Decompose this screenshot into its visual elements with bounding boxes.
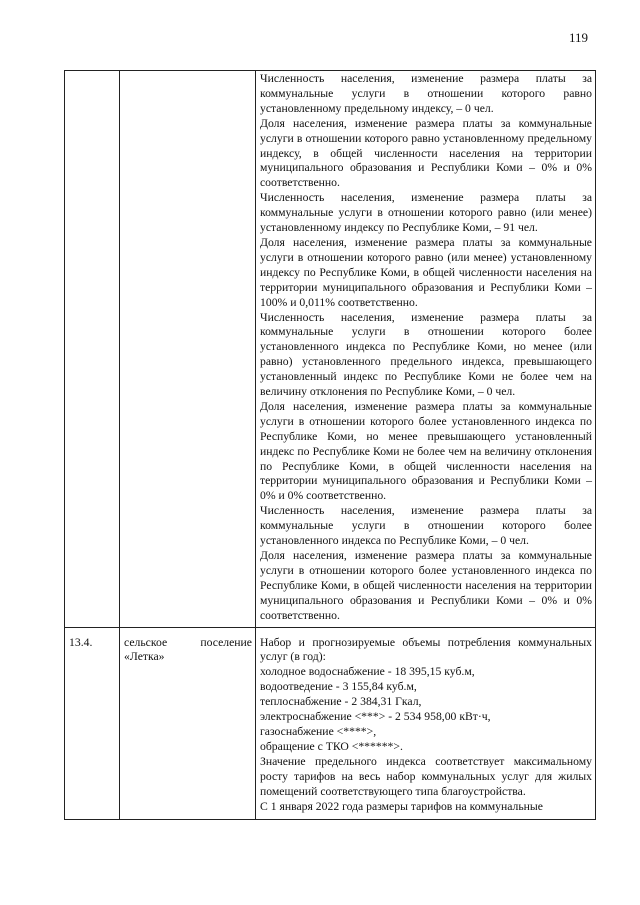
paragraph: Численность населения, изменение размера платы за коммунальные услуги в отношении которого более установленного индекса по Республике Коми, – 0 чел. [260,504,592,548]
page-number: 119 [568,30,588,45]
paragraph: Доля населения, изменение размера платы за коммунальные услуги в отношении которого более установленного индекса по Республике Коми, но менее превышающего установленный индекс по Республике Коми не более чем на величину отклонения по Республике Коми, в общей численности населения на территории муниципального образования и Республики Коми – 0% и 0% соответственно. [260,399,592,503]
row-number-cell: 13.4. [65,627,120,819]
paragraph: Доля населения, изменение размера платы за коммунальные услуги в отношении которого равно установленному предельному индексу, в общей численности населения на территории муниципального образования и Республики Коми – 0% и 0% соответственно. [260,116,592,190]
paragraph: Численность населения, изменение размера платы за коммунальные услуги в отношении которого равно установленному предельному индексу, – 0 чел. [260,72,592,115]
paragraph: Значение предельного индекса соответствует максимальному росту тарифов на весь набор коммунальных услуг для жилых помещений соответствующего типа благоустройства. [260,754,592,798]
paragraph: электроснабжение <***> - 2 534 958,00 кВт·ч, [260,710,491,724]
settlement-name: сельское поселение «Летка» [124,635,252,664]
document-table [64,70,596,820]
paragraph: газоснабжение <****>, [260,724,377,738]
paragraph: водоотведение - 3 155,84 куб.м, [260,680,417,694]
paragraph: Доля населения, изменение размера платы за коммунальные услуги в отношении которого равно (или менее) установленному индексу по Республике Коми, в общей численности населения на территории муниципального образования и Республики Коми – 100% и 0,011% соответственно. [260,235,592,309]
paragraph: Численность населения, изменение размера платы за коммунальные услуги в отношении которого равно (или менее) установленному индексу по Республике Коми, – 91 чел. [260,191,592,235]
paragraph: Доля населения, изменение размера платы за коммунальные услуги в отношении которого более установленного индекса по Республике Коми, в общей численности населения на территории муниципального образования и Республики Коми – 0% и 0% соответственно. [260,549,592,622]
table-row [65,627,596,819]
row-name-cell [120,627,256,819]
paragraph: теплоснабжение - 2 384,31 Гкал, [260,695,422,709]
row-number-cell [65,71,120,628]
row-content-cell [256,71,596,628]
paragraph: обращение с ТКО <******>. [260,739,403,753]
row-content-cell [256,627,596,819]
paragraph: Набор и прогнозируемые объемы потребления коммунальных услуг (в год): [260,635,592,664]
paragraph: холодное водоснабжение - 18 395,15 куб.м, [260,665,475,679]
paragraph: Численность населения, изменение размера платы за коммунальные услуги в отношении которого более установленного индекса по Республике Коми, но менее (или равно) установленного предельного индекса, превышающего установленный индекс по Республике Коми не более чем на величину отклонения по Республике Коми, – 0 чел. [260,310,592,399]
table-row [65,71,596,628]
row-name-cell [120,71,256,628]
paragraph: С 1 января 2022 года размеры тарифов на коммунальные [260,799,543,813]
